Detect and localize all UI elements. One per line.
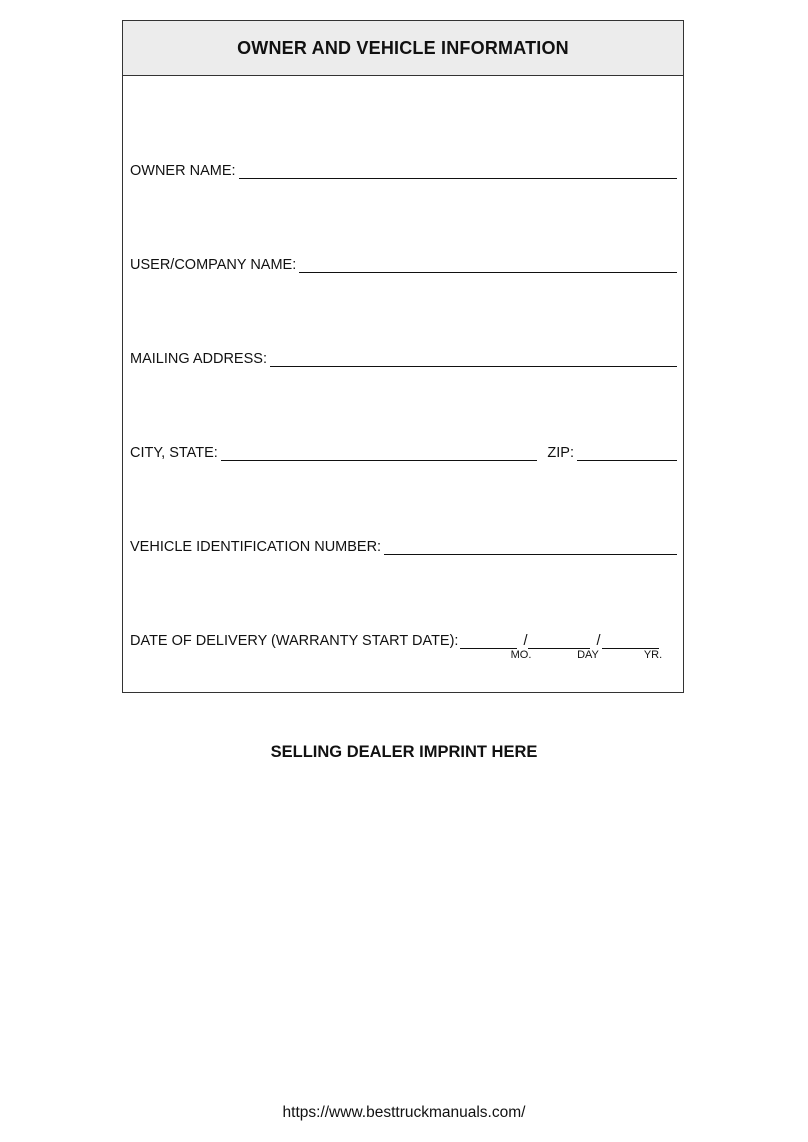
date-of-delivery-label: DATE OF DELIVERY (WARRANTY START DATE):: [130, 633, 459, 649]
month-caption: MO.: [510, 649, 532, 661]
owner-name-row: [130, 159, 677, 179]
date-separator: /: [523, 633, 528, 649]
date-separator: /: [596, 633, 601, 649]
day-caption: DAY: [577, 649, 599, 661]
owner-vehicle-form: [122, 20, 684, 693]
mailing-address-label: MAILING ADDRESS:: [130, 351, 267, 367]
vin-row: [130, 535, 677, 555]
city-state-field[interactable]: [221, 445, 538, 461]
date-of-delivery-row: [130, 629, 677, 649]
zip-field[interactable]: [577, 445, 677, 461]
owner-name-field[interactable]: [239, 163, 677, 179]
user-company-name-field[interactable]: [299, 257, 677, 273]
form-title: OWNER AND VEHICLE INFORMATION: [123, 21, 683, 76]
dealer-imprint-heading: SELLING DEALER IMPRINT HERE: [270, 743, 538, 761]
month-field[interactable]: [460, 633, 517, 649]
year-caption: YR.: [643, 649, 663, 661]
day-field[interactable]: [528, 633, 590, 649]
zip-label: ZIP:: [547, 445, 574, 461]
vin-label: VEHICLE IDENTIFICATION NUMBER:: [130, 539, 382, 555]
year-field[interactable]: [602, 633, 659, 649]
city-state-zip-row: [130, 441, 677, 461]
city-state-label: CITY, STATE:: [130, 445, 218, 461]
footer-url: https://www.besttruckmanuals.com/: [282, 1104, 526, 1121]
vin-field[interactable]: [384, 539, 677, 555]
mailing-address-field[interactable]: [270, 351, 677, 367]
user-company-name-label: USER/COMPANY NAME:: [130, 257, 297, 273]
mailing-address-row: [130, 347, 677, 367]
owner-name-label: OWNER NAME:: [130, 163, 236, 179]
user-company-name-row: [130, 253, 677, 273]
